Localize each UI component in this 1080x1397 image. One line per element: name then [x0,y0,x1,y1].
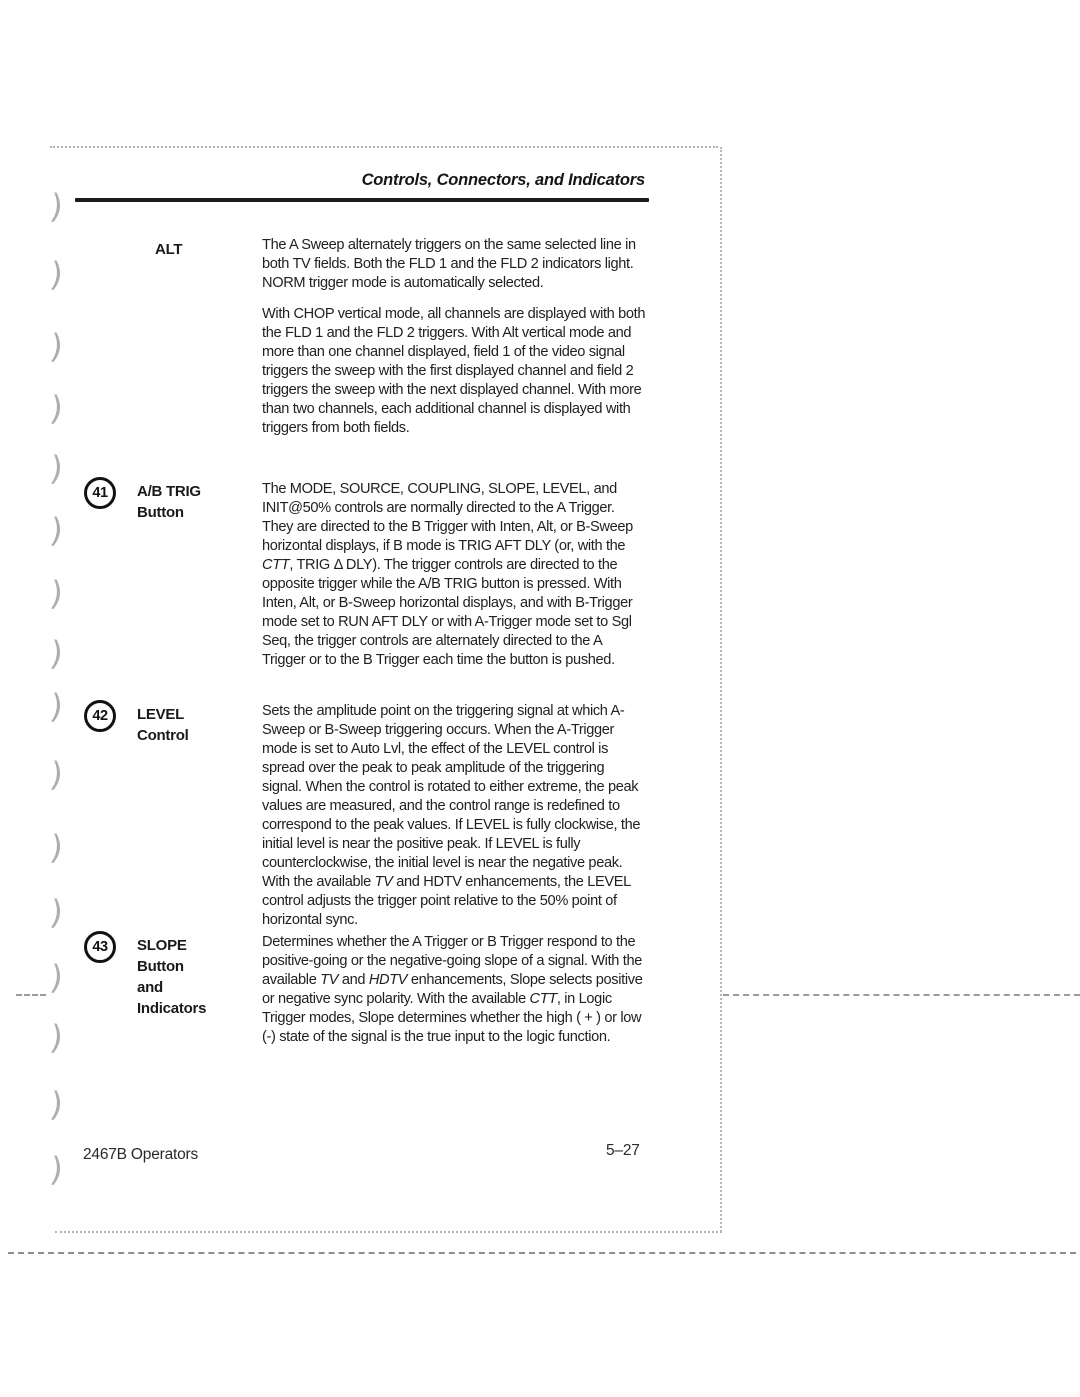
scan-artifact-curl: ) [48,186,65,227]
section-label-line: and [137,979,163,996]
scan-artifact-curl: ) [48,1149,65,1190]
body-paragraph: With CHOP vertical mode, all channels are displayed with both the FLD 1 and the FLD 2 triggers. With Alt vertical mode and more than one channel displayed, field 1 of the video signal triggers the sweep with the first displayed channel and field 2 triggers the sweep with the next displayed channel. With more than two channels, each additional channel is displayed with triggers from both fields. [262,306,646,436]
footer-document-title: 2467B Operators [83,1146,199,1163]
section-number-badge-41: 41 [84,477,116,509]
section-label-line: Button [137,958,184,975]
section-label-line: A/B TRIG [137,483,201,500]
page-edge-bottom [55,1231,722,1233]
scan-artifact-curl: ) [48,633,65,674]
section-body-ab-trig [262,480,646,682]
scan-artifact-curl: ) [48,388,65,429]
section-body-level [262,702,646,942]
scan-artifact-curl: ) [48,448,65,489]
page-edge-top [50,146,718,148]
section-label-line: Control [137,727,189,744]
scan-artifact-curl: ) [48,326,65,367]
scan-artifact-curl: ) [48,254,65,295]
section-label-line: Button [137,504,184,521]
section-number-badge-42: 42 [84,700,116,732]
section-body-slope [262,933,646,1059]
scan-artifact-curl: ) [48,827,65,868]
section-label-line: SLOPE [137,937,187,954]
scan-artifact-curl: ) [48,686,65,727]
header-rule [75,198,649,202]
scan-artifact-curl: ) [48,573,65,614]
section-label-ab-trig [137,481,201,523]
page-header-title: Controls, Connectors, and Indicators [361,171,645,189]
section-body-alt [262,236,646,450]
body-paragraph: The MODE, SOURCE, COUPLING, SLOPE, LEVEL, and INIT@50% controls are normally directed to the A Trigger. They are directed to the B Trigger with Inten, Alt, or B-Sweep horizontal displays, if B mode is TRIG AFT DLY (or, with the CTT, TRIG Δ DLY). The trigger controls are directed to the opposite trigger while the A/B TRIG button is pressed. With Inten, Alt, or B-Sweep horizontal displays, and with B-Trigger mode set to RUN AFT DLY or with A-Trigger mode set to Sgl Seq, the trigger controls are alternately directed to the A Trigger or to the B Trigger each time the button is pushed. [262,481,633,668]
section-label-slope [137,935,206,1019]
body-paragraph: Determines whether the A Trigger or B Trigger respond to the positive-going or the negative-going slope of a signal. With the available TV and HDTV enhancements, Slope selects positive or negative sync polarity. With the available CTT, in Logic Trigger modes, Slope determines whether the high ( + ) or low (-) state of the signal is the true input to the logic function. [262,934,643,1045]
section-label-line: LEVEL [137,706,185,723]
section-label-line: Indicators [137,1000,207,1017]
section-label-alt: ALT [155,241,183,258]
page-edge-right [720,147,722,1232]
scan-artifact-curl: ) [48,1017,65,1058]
section-label-level [137,704,189,746]
footer-page-number: 5–27 [606,1142,640,1159]
scan-artifact-curl: ) [48,510,65,551]
body-paragraph: Sets the amplitude point on the triggering signal at which A-Sweep or B-Sweep triggering occurs. When the A-Trigger mode is set to Auto Lvl, the effect of the LEVEL control is spread over the peak to peak amplitude of the triggering signal. When the control is rotated to either extreme, the peak values are measured, and the control range is redefined to correspond to the peak values. If LEVEL is fully clockwise, the initial level is near the positive peak. If LEVEL is fully counterclockwise, the initial level is near the negative peak. With the available TV and HDTV enhancements, the LEVEL control adjusts the trigger point relative to the 50% point of horizontal sync. [262,703,641,928]
section-number-badge-43: 43 [84,931,116,963]
scan-artifact-curl: ) [48,1084,65,1125]
bottom-separator-line [8,1252,1076,1254]
fold-line-right [723,994,1080,996]
scan-artifact-curl: ) [48,957,65,998]
scan-artifact-curl: ) [48,754,65,795]
body-paragraph: The A Sweep alternately triggers on the same selected line in both TV fields. Both the FLD 1 and the FLD 2 indicators light. NORM trigger mode is automatically selected. [262,237,636,291]
fold-line-left-stub [16,994,46,996]
scan-artifact-curl: ) [48,892,65,933]
